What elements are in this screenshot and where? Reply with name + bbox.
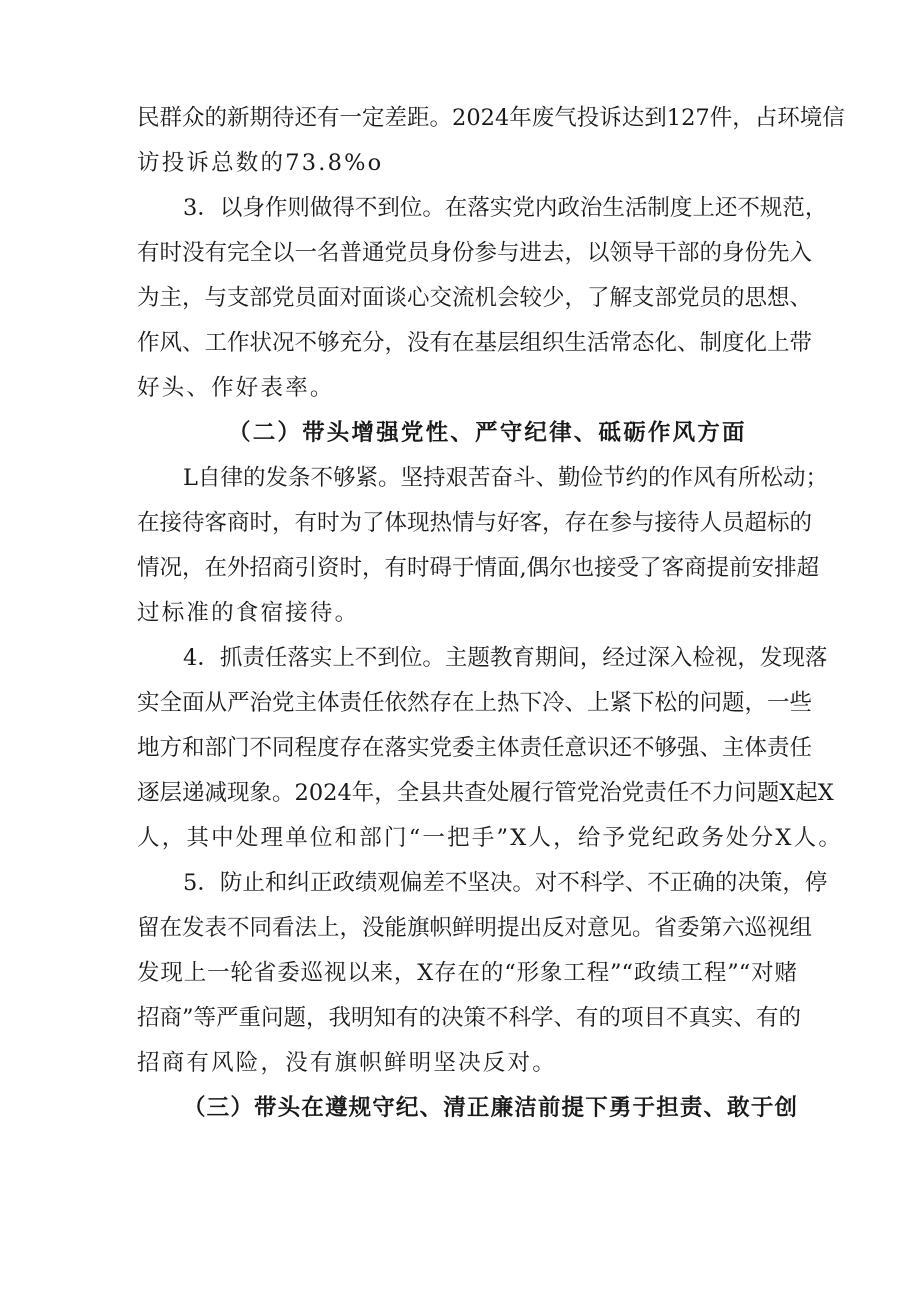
paragraph-line: 招商”等严重问题，我明知有的决策不科学、有的项目不真实、有的 [137,1005,802,1031]
paragraph-line: 实全面从严治党主体责任依然存在上热下冷、上紧下松的问题，一些 [137,690,813,716]
paragraph-line: 访投诉总数的73.8%o [137,150,384,176]
paragraph-line: 在接待客商时，有时为了体现热情与好客，存在参与接待人员超标的 [137,510,813,536]
paragraph-line: 4．抓责任落实上不到位。主题教育期间，经过深入检视，发现落 [183,645,828,671]
paragraph-line: 好头、作好表率。 [137,375,335,401]
paragraph-line: 作风、工作状况不够充分，没有在基层组织生活常态化、制度化上带 [137,330,813,356]
paragraph-line: 逐层递减现象。2024年，全县共查处履行管党治党责任不力问题X起X [137,780,834,806]
paragraph-line: 过标准的食宿接待。 [137,600,360,626]
paragraph-line: 人，其中处理单位和部门“一把手”X人，给予党纪政务处分X人。 [137,825,844,851]
paragraph-line: 地方和部门不同程度存在落实党委主体责任意识还不够强、主体责任 [137,735,813,761]
section-heading: （二）带头增强党性、严守纪律、砥砺作风方面 [228,420,747,446]
paragraph-line: 5．防止和纠正政绩观偏差不坚决。对不科学、不正确的决策，停 [183,870,828,896]
paragraph-line: 留在发表不同看法上，没能旗帜鲜明提出反对意见。省委第六巡视组 [137,915,813,941]
paragraph-line: 情况，在外招商引资时，有时碍于情面,偶尔也接受了客商提前安排超 [137,555,820,581]
section-heading: （三）带头在遵规守纪、清正廉洁前提下勇于担责、敢于创 [183,1095,797,1121]
paragraph-line: 民群众的新期待还有一定差距。2024年废气投诉达到127件，占环境信 [137,105,845,131]
paragraph-line: 3．以身作则做得不到位。在落实党内政治生活制度上还不规范， [183,195,828,221]
paragraph-line: 为主，与支部党员面对面谈心交流机会较少，了解支部党员的思想、 [137,285,813,311]
paragraph-line: 招商有风险，没有旗帜鲜明坚决反对。 [137,1050,557,1076]
paragraph-line: L自律的发条不够紧。坚持艰苦奋斗、勤俭节约的作风有所松动； [183,465,828,491]
paragraph-line: 发现上一轮省委巡视以来，X存在的“形象工程”“政绩工程”“对赌 [137,960,797,986]
paragraph-line: 有时没有完全以一名普通党员身份参与进去，以领导干部的身份先入 [137,240,813,266]
